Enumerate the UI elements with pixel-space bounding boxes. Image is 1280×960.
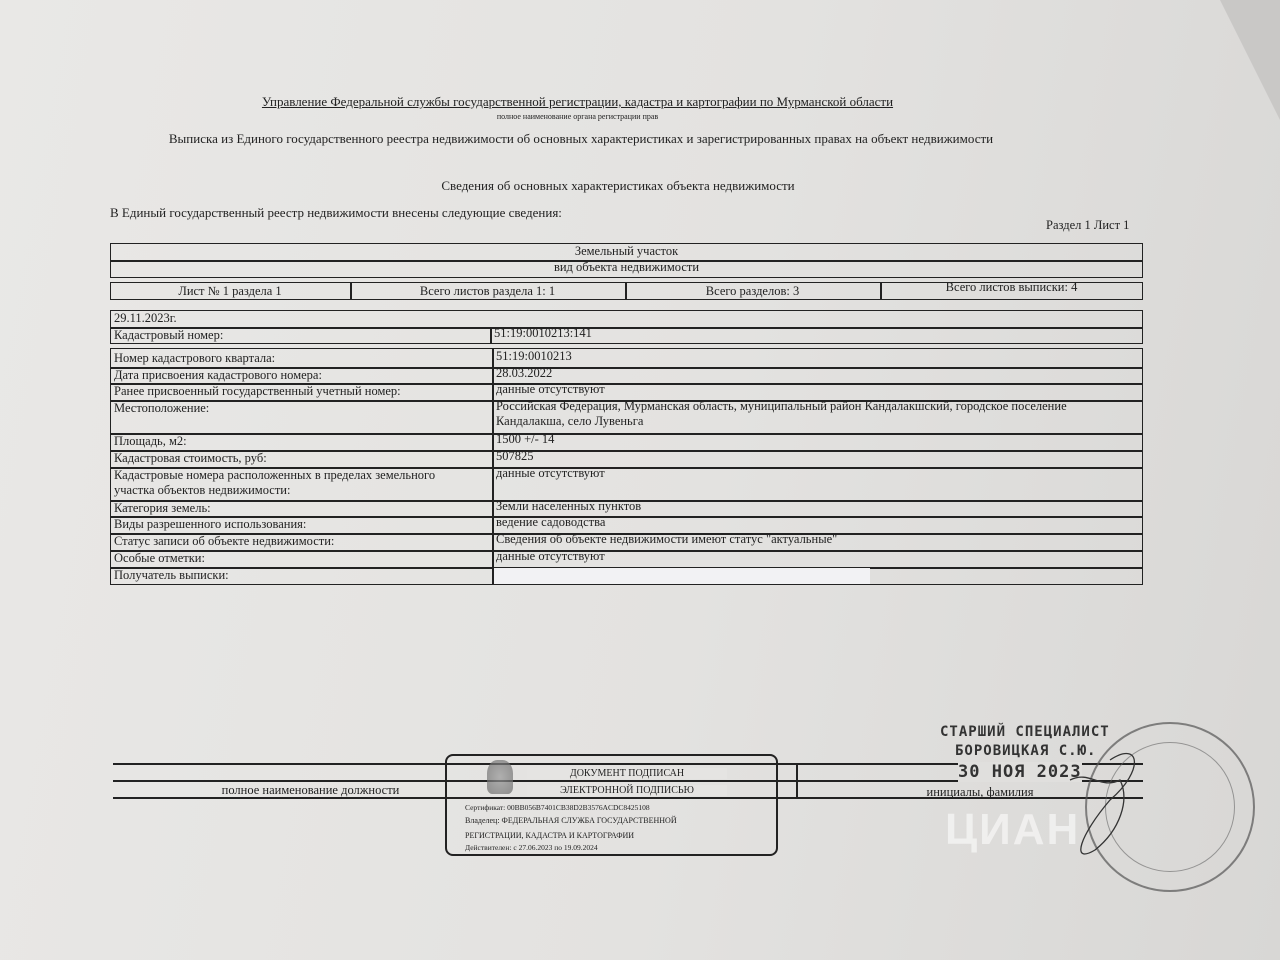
sheets-in-section: Всего листов раздела 1: 1: [419, 284, 556, 298]
cadastral-number: 51:19:0010213:141: [494, 326, 592, 340]
validity: Действителен: с 27.06.2023 по 19.09.2024: [465, 843, 598, 852]
row-value: Сведения об объекте недвижимости имеют статус "актуальные": [496, 532, 838, 546]
row-value: Российская Федерация, Мурманская область, муниципальный район Кандалакшский, городское поселение: [496, 399, 1067, 413]
signed-line2: ЭЛЕКТРОННОЙ ПОДПИСЬЮ: [527, 785, 727, 796]
row-label: Площадь, м2:: [114, 434, 187, 448]
e-signature-box: [445, 754, 778, 856]
sections-total: Всего разделов: 3: [705, 284, 800, 298]
extract-date: 29.11.2023г.: [114, 311, 177, 325]
row-label-cont: участка объектов недвижимости:: [114, 483, 291, 497]
row-value: данные отсутствуют: [496, 466, 605, 480]
page-corner: [1220, 0, 1280, 120]
row-label: Виды разрешенного использования:: [114, 517, 307, 531]
sheet-number: Лист № 1 раздела 1: [178, 284, 282, 298]
row-label: Кадастровые номера расположенных в пределах земельного: [114, 468, 436, 482]
position-caption: полное наименование должности: [221, 783, 400, 797]
certificate: Сертификат: 00BB056B7401CB38D2B3576ACDC8425108: [465, 803, 650, 812]
stamp-position: СТАРШИЙ СПЕЦИАЛИСТ: [940, 724, 1110, 740]
document-title: Выписка из Единого государственного реестра недвижимости об основных характеристиках и зарегистрированных правах на объект недвижимости: [168, 131, 994, 146]
row-label: Получатель выписки:: [114, 568, 229, 582]
stamp-date: 30 НОЯ 2023: [958, 762, 1082, 782]
emblem-icon: [487, 760, 513, 794]
watermark: ЦИАН: [945, 805, 1081, 854]
row-label: Ранее присвоенный государственный учетный номер:: [114, 384, 401, 398]
row-label: Статус записи об объекте недвижимости:: [114, 534, 335, 548]
redacted-recipient: [494, 568, 870, 584]
authority-caption: полное наименование органа регистрации прав: [496, 112, 659, 121]
row-value: Земли населенных пунктов: [496, 499, 642, 513]
row-value: ведение садоводства: [496, 515, 606, 529]
authority-name: Управление Федеральной службы государственной регистрации, кадастра и картографии по Мурманской области: [261, 94, 894, 109]
object-type: Земельный участок: [574, 244, 679, 258]
row-value-cont: Кандалакша, село Лувеньга: [496, 414, 644, 428]
sheets-total: Всего листов выписки: 4: [945, 280, 1078, 294]
row-label: Местоположение:: [114, 401, 210, 415]
row-value: 51:19:0010213: [496, 349, 572, 363]
document-subtitle: Сведения об основных характеристиках объекта недвижимости: [441, 178, 795, 193]
cadastral-label: Кадастровый номер:: [114, 328, 224, 342]
row-value: данные отсутствуют: [496, 382, 605, 396]
row-value: 28.03.2022: [496, 366, 553, 380]
owner-line1: Владелец: ФЕДЕРАЛЬНАЯ СЛУЖБА ГОСУДАРСТВЕННОЙ: [465, 816, 677, 825]
owner-line2: РЕГИСТРАЦИИ, КАДАСТРА И КАРТОГРАФИИ: [465, 831, 635, 840]
stamp-name: БОРОВИЦКАЯ С.Ю.: [955, 743, 1097, 759]
row-label: Категория земель:: [114, 501, 211, 515]
row-label: Дата присвоения кадастрового номера:: [114, 368, 322, 382]
intro-text: В Единый государственный реестр недвижимости внесены следующие сведения:: [110, 205, 562, 220]
row-value: данные отсутствуют: [496, 549, 605, 563]
row-label: Кадастровая стоимость, руб:: [114, 451, 267, 465]
object-type-caption: вид объекта недвижимости: [553, 260, 700, 274]
section-label: Раздел 1 Лист 1: [1046, 218, 1130, 232]
signed-line1: ДОКУМЕНТ ПОДПИСАН: [527, 768, 727, 779]
row-value: 507825: [496, 449, 534, 463]
row-value: 1500 +/- 14: [496, 432, 555, 446]
row-label: Особые отметки:: [114, 551, 205, 565]
row-label: Номер кадастрового квартала:: [114, 351, 276, 365]
initials-caption: инициалы, фамилия: [926, 785, 1034, 799]
